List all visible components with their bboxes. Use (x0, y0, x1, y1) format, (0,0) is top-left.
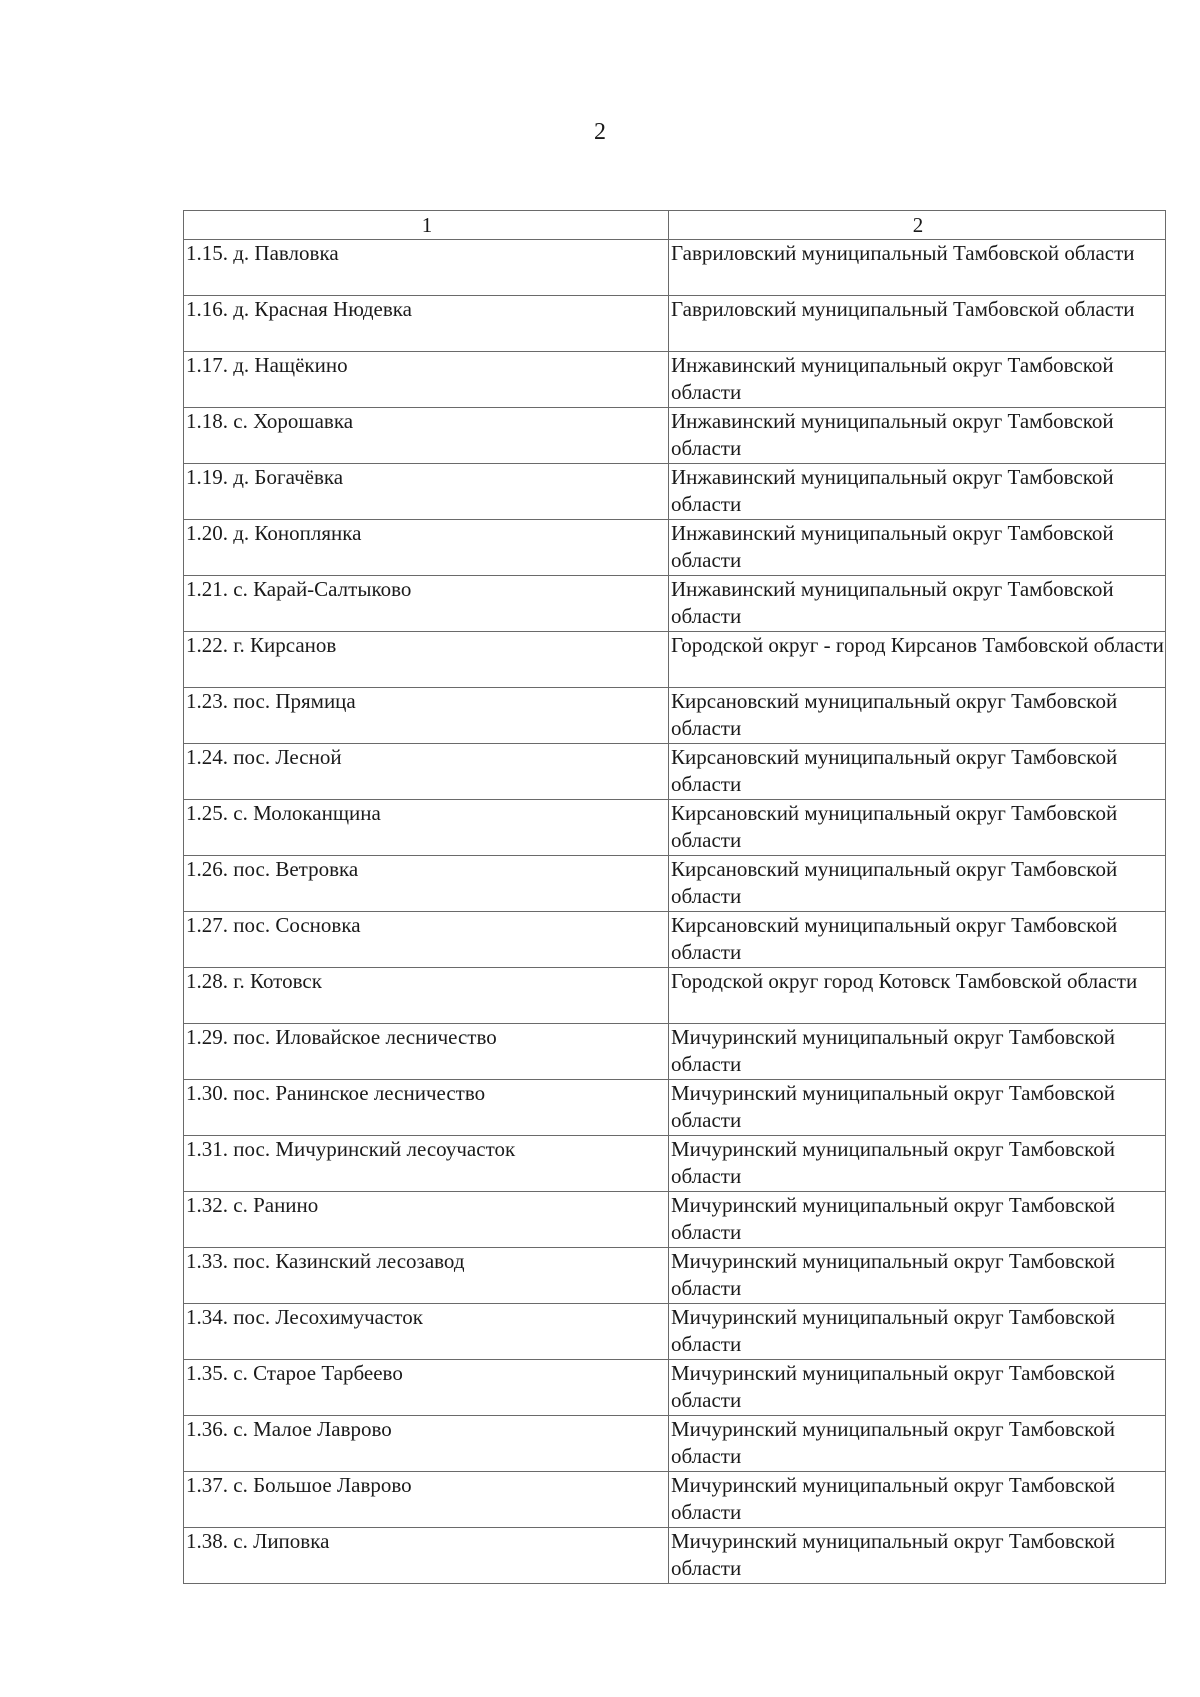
settlement-cell: 1.23. пос. Прямица (184, 688, 669, 744)
district-cell: Инжавинский муниципальный округ Тамбовской области (669, 352, 1166, 408)
settlement-cell: 1.27. пос. Сосновка (184, 912, 669, 968)
district-cell: Городской округ город Котовск Тамбовской области (669, 968, 1166, 1024)
district-cell: Инжавинский муниципальный округ Тамбовской области (669, 464, 1166, 520)
table-row (184, 1360, 1166, 1416)
district-cell: Мичуринский муниципальный округ Тамбовской области (669, 1304, 1166, 1360)
settlement-cell: 1.24. пос. Лесной (184, 744, 669, 800)
settlement-cell: 1.18. с. Хорошавка (184, 408, 669, 464)
district-cell: Мичуринский муниципальный округ Тамбовской области (669, 1528, 1166, 1584)
column-header-2: 2 (669, 211, 1166, 240)
table-row (184, 576, 1166, 632)
district-cell: Мичуринский муниципальный округ Тамбовской области (669, 1472, 1166, 1528)
table-row (184, 240, 1166, 296)
settlement-cell: 1.30. пос. Ранинское лесничество (184, 1080, 669, 1136)
district-cell: Кирсановский муниципальный округ Тамбовской области (669, 856, 1166, 912)
settlement-cell: 1.33. пос. Казинский лесозавод (184, 1248, 669, 1304)
district-cell: Мичуринский муниципальный округ Тамбовской области (669, 1248, 1166, 1304)
settlement-cell: 1.37. с. Большое Лаврово (184, 1472, 669, 1528)
table-row (184, 520, 1166, 576)
table-row (184, 912, 1166, 968)
table-row (184, 352, 1166, 408)
settlement-cell: 1.16. д. Красная Нюдевка (184, 296, 669, 352)
table-row (184, 744, 1166, 800)
district-cell: Мичуринский муниципальный округ Тамбовской области (669, 1024, 1166, 1080)
table-row (184, 1416, 1166, 1472)
district-cell: Мичуринский муниципальный округ Тамбовской области (669, 1080, 1166, 1136)
settlement-cell: 1.25. с. Молоканщина (184, 800, 669, 856)
page-number: 2 (594, 119, 606, 145)
table-row (184, 1024, 1166, 1080)
table-row (184, 968, 1166, 1024)
table-row (184, 296, 1166, 352)
settlement-cell: 1.19. д. Богачёвка (184, 464, 669, 520)
table-body (184, 240, 1166, 1584)
settlement-cell: 1.21. с. Карай-Салтыково (184, 576, 669, 632)
column-header-1: 1 (184, 211, 669, 240)
district-cell: Мичуринский муниципальный округ Тамбовской области (669, 1360, 1166, 1416)
district-cell: Кирсановский муниципальный округ Тамбовской области (669, 800, 1166, 856)
table-row (184, 1248, 1166, 1304)
district-cell: Гавриловский муниципальный Тамбовской области (669, 296, 1166, 352)
table-row (184, 464, 1166, 520)
table-row (184, 1528, 1166, 1584)
district-cell: Мичуринский муниципальный округ Тамбовской области (669, 1192, 1166, 1248)
district-cell: Кирсановский муниципальный округ Тамбовской области (669, 688, 1166, 744)
table-row (184, 688, 1166, 744)
settlement-cell: 1.22. г. Кирсанов (184, 632, 669, 688)
settlement-cell: 1.28. г. Котовск (184, 968, 669, 1024)
settlement-cell: 1.38. с. Липовка (184, 1528, 669, 1584)
settlement-cell: 1.31. пос. Мичуринский лесоучасток (184, 1136, 669, 1192)
header-row (184, 211, 1166, 240)
settlement-cell: 1.29. пос. Иловайское лесничество (184, 1024, 669, 1080)
district-cell: Мичуринский муниципальный округ Тамбовской области (669, 1416, 1166, 1472)
table-header (184, 211, 1166, 240)
settlement-cell: 1.34. пос. Лесохимучасток (184, 1304, 669, 1360)
table-row (184, 1136, 1166, 1192)
settlement-cell: 1.35. с. Старое Тарбеево (184, 1360, 669, 1416)
district-cell: Гавриловский муниципальный Тамбовской области (669, 240, 1166, 296)
settlement-cell: 1.26. пос. Ветровка (184, 856, 669, 912)
settlement-cell: 1.36. с. Малое Лаврово (184, 1416, 669, 1472)
table-row (184, 1472, 1166, 1528)
table-row (184, 1304, 1166, 1360)
table-row (184, 1192, 1166, 1248)
table-row (184, 856, 1166, 912)
settlements-table (183, 210, 1166, 1584)
district-cell: Инжавинский муниципальный округ Тамбовской области (669, 408, 1166, 464)
table-row (184, 408, 1166, 464)
district-cell: Городской округ - город Кирсанов Тамбовской области (669, 632, 1166, 688)
settlement-cell: 1.17. д. Нащёкино (184, 352, 669, 408)
district-cell: Инжавинский муниципальный округ Тамбовской области (669, 576, 1166, 632)
table-row (184, 800, 1166, 856)
settlement-cell: 1.32. с. Ранино (184, 1192, 669, 1248)
table-row (184, 1080, 1166, 1136)
district-cell: Кирсановский муниципальный округ Тамбовской области (669, 912, 1166, 968)
settlement-cell: 1.15. д. Павловка (184, 240, 669, 296)
district-cell: Кирсановский муниципальный округ Тамбовской области (669, 744, 1166, 800)
district-cell: Мичуринский муниципальный округ Тамбовской области (669, 1136, 1166, 1192)
district-cell: Инжавинский муниципальный округ Тамбовской области (669, 520, 1166, 576)
table-row (184, 632, 1166, 688)
settlement-cell: 1.20. д. Коноплянка (184, 520, 669, 576)
